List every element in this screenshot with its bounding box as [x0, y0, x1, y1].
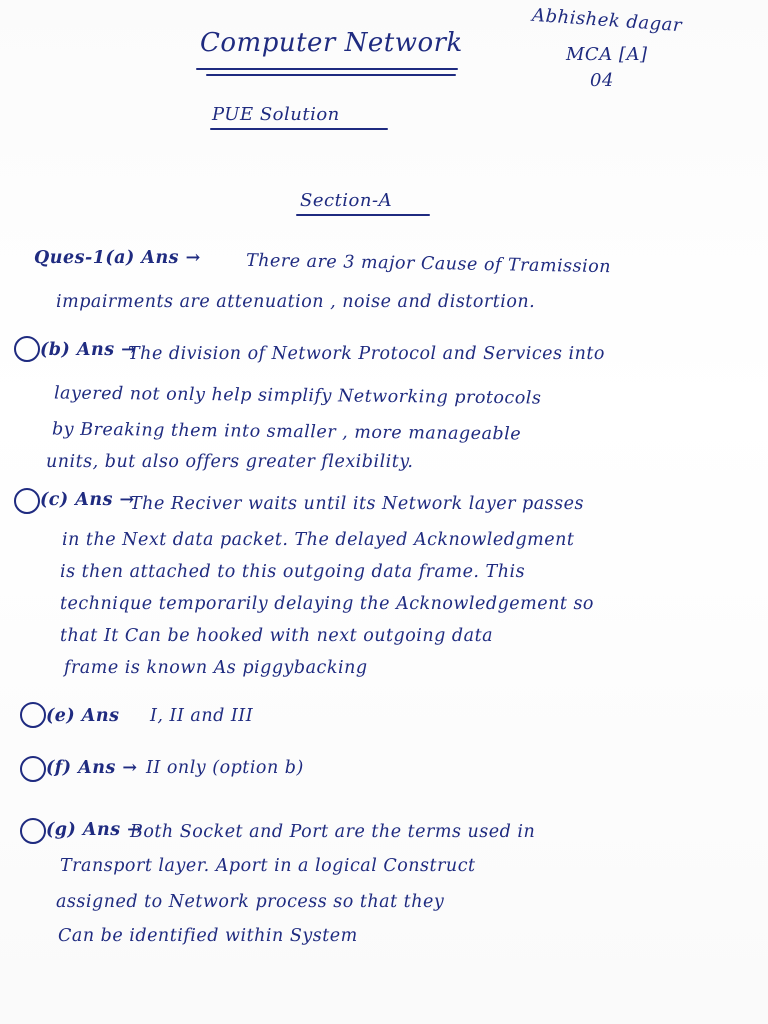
answer-line: impairments are attenuation , noise and distortion.: [56, 292, 536, 312]
answer-line: I, II and III: [150, 706, 254, 726]
page-title: Computer Network: [200, 28, 463, 58]
answer-line: II only (option b): [146, 758, 304, 778]
answer-line: that It Can be hooked with next outgoing data: [60, 626, 494, 646]
answer-circle: [14, 488, 40, 514]
answer-line: Transport layer. Aport in a logical Construct: [60, 856, 476, 876]
answer-marker: (b) Ans →: [40, 340, 137, 360]
section-underline: [296, 214, 430, 216]
answer-circle: [20, 702, 46, 728]
answer-line: Can be identified within System: [58, 926, 358, 946]
answer-circle: [14, 336, 40, 362]
answer-line: units, but also offers greater flexibility.: [46, 452, 414, 472]
answer-line: The division of Network Protocol and Services into: [128, 344, 605, 364]
answer-marker: (g) Ans →: [46, 820, 143, 840]
answer-marker: (e) Ans: [46, 706, 120, 726]
answer-line: layered not only help simplify Networking protocols: [53, 383, 542, 409]
answer-line: Both Socket and Port are the terms used in: [130, 822, 536, 842]
answer-line: in the Next data packet. The delayed Acknowledgment: [62, 530, 575, 550]
class-label: MCA [A]: [566, 44, 648, 65]
author-name: Abhishek dagar: [531, 4, 683, 37]
answer-line: by Breaking them into smaller , more manageable: [51, 419, 522, 445]
answer-marker: Ques-1(a) Ans →: [34, 248, 201, 268]
answer-line: The Reciver waits until its Network layer passes: [130, 494, 584, 514]
answer-line: There are 3 major Cause of Tramission: [245, 250, 612, 278]
roll-number: 04: [590, 70, 614, 91]
answer-line: frame is known As piggybacking: [64, 658, 368, 678]
subtitle-underline: [210, 128, 388, 130]
title-underline: [196, 68, 458, 70]
answer-marker: (c) Ans →: [40, 490, 135, 510]
answer-line: is then attached to this outgoing data frame. This: [60, 562, 526, 582]
answer-circle: [20, 756, 46, 782]
answer-line: technique temporarily delaying the Acknowledgement so: [60, 594, 594, 614]
title-underline-2: [206, 74, 456, 76]
subtitle: PUE Solution: [212, 104, 340, 125]
answer-circle: [20, 818, 46, 844]
answer-line: assigned to Network process so that they: [56, 892, 445, 912]
section-heading: Section-A: [300, 190, 393, 211]
answer-marker: (f) Ans →: [46, 758, 138, 778]
